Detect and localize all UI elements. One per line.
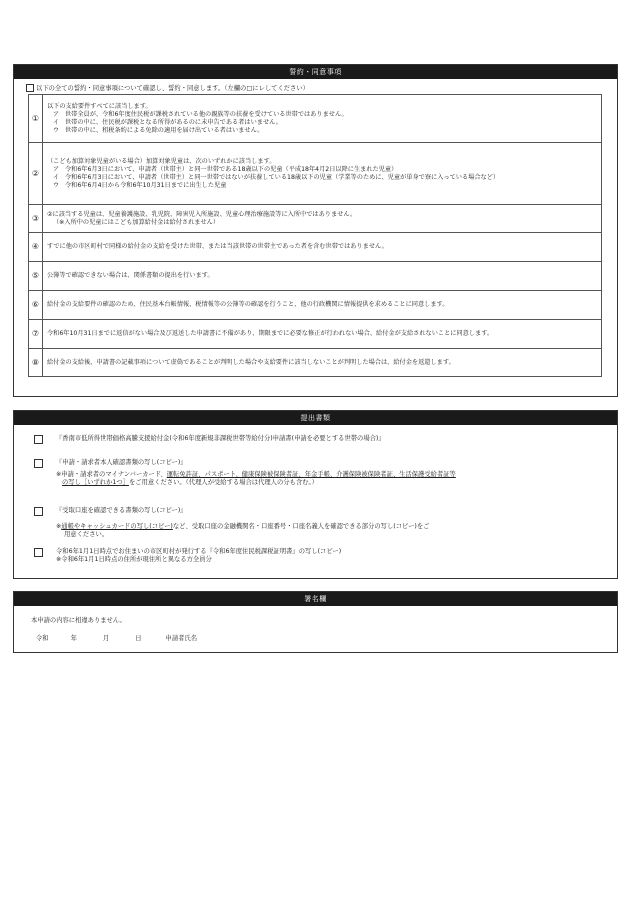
- month-label: 月: [102, 635, 110, 642]
- row-number: ④: [29, 233, 43, 262]
- note-underlined: の写し［いずれか1つ］: [62, 479, 129, 486]
- note-text: ※申請・請求者のマイナンバーカード、: [56, 471, 167, 478]
- note-underlined: 運転免許証、パスポート、健康保険被保険者証、年金手帳、介護保険被保険者証、生活保護受給者証等: [166, 471, 456, 478]
- row-text: 給付金の支給要件の確認のため、住民基本台帳情報、税情報等の公簿等の確認を行うこと、他の行政機関に情報提供を求めることに同意します。: [47, 301, 449, 308]
- consent-intro: [26, 84, 309, 93]
- sub-text: 令和6年6月4日から令和6年10月31日までに出生した児童: [65, 181, 227, 189]
- consent-section: [13, 64, 618, 397]
- document-note: [56, 523, 596, 539]
- signature-section: [13, 591, 618, 653]
- sub-key: イ: [52, 173, 60, 181]
- sub-key: イ: [52, 118, 60, 126]
- era-label: 令和: [36, 635, 49, 642]
- sub-item: [47, 166, 597, 174]
- row-number: ③: [29, 205, 43, 233]
- document-checkbox[interactable]: [34, 548, 43, 557]
- row-lead: （こども加算対象児童がいる場合）加算対象児童は、次のいずれかに該当します。: [47, 157, 276, 165]
- row-lead: 以下の支給要件すべてに該当します。: [47, 102, 152, 110]
- sub-key: ア: [52, 165, 60, 173]
- documents-header: 提出書類: [14, 411, 617, 425]
- year-label: 年: [70, 635, 77, 642]
- table-row: [29, 233, 602, 262]
- row-content: [43, 320, 602, 349]
- row-number: ⑥: [29, 291, 43, 320]
- document-title: 『申請・請求者本人確認書類の写し(コピー)』: [56, 459, 187, 466]
- documents-section: [13, 410, 618, 579]
- document-note: ※令和6年1月1日時点の住所が現住所と異なる方全員分: [56, 556, 212, 563]
- row-content: [43, 291, 602, 320]
- sub-key: ウ: [52, 181, 60, 189]
- sub-item: [47, 119, 597, 127]
- requirements-table: [28, 94, 602, 377]
- row-number: ⑤: [29, 262, 43, 291]
- signature-header: 署名欄: [14, 592, 617, 606]
- row-content: [43, 262, 602, 291]
- applicant-name-label: 申請者氏名: [165, 635, 198, 642]
- row-text: ②に該当する児童は、児童養護施設、乳児院、障害児入所施設、児童心理治療施設等に入所中ではありません。: [47, 210, 357, 218]
- row-text: （※入所中の児童にはこども加算給付金は給付されません）: [53, 218, 220, 226]
- row-text: 令和6年10月31日までに返信がない場合及び返送した申請書に不備があり、期限までに必要な修正が行われない場合、給付金が支給されないことに同意します。: [47, 330, 494, 337]
- row-number: ⑦: [29, 320, 43, 349]
- sub-item: [47, 182, 597, 190]
- row-content: [43, 233, 602, 262]
- row-text: 公簿等で確認できない場合は、関係書類の提出を行います。: [47, 272, 214, 279]
- consent-intro-text: 以下の全ての誓約・同意事項について確認し、誓約・同意します。（左欄の□にレしてください）: [36, 85, 309, 92]
- table-row: [29, 291, 602, 320]
- table-row: [29, 349, 602, 377]
- sub-text: 世帯の中に、租税条約による免除の適用を届け出ている者はいません。: [65, 126, 264, 134]
- sub-key: ウ: [52, 126, 60, 134]
- sub-item: [47, 111, 597, 119]
- day-label: 日: [135, 635, 142, 642]
- row-text: すでに他の市区町村で同様の給付金の支給を受けた世帯、または当該世帯の世帯主であった者を含む世帯ではありません。: [47, 243, 388, 250]
- sub-text: 世帯全員が、令和6年度住民税が課税されている他の親族等の扶養を受けている世帯ではありません。: [65, 110, 348, 118]
- document-title: 『香南市低所得世帯価格高騰支援給付金(令和6年度新規非課税世帯等給付分)申請書(申請を必要とする世帯の場合)』: [56, 435, 385, 442]
- table-row: [29, 320, 602, 349]
- row-content: [43, 205, 602, 233]
- note-text: など、受取口座の金融機関名・口座番号・口座名義人を確認できる部分の写し(コピー)をご: [172, 523, 430, 530]
- document-checkbox[interactable]: [34, 435, 43, 444]
- note-text: 用意ください。: [64, 531, 109, 538]
- document-checkbox[interactable]: [34, 507, 43, 516]
- table-row: [29, 262, 602, 291]
- consent-checkbox[interactable]: [26, 84, 34, 92]
- note-text: ※: [56, 523, 62, 530]
- row-content: [43, 143, 602, 205]
- row-text: 給付金の支給後、申請書の記載事項について虚偽であることが判明した場合や支給要件に該当しないことが判明した場合は、給付金を返還します。: [47, 358, 455, 366]
- row-number: ⑧: [29, 349, 43, 377]
- sub-text: 令和6年6月3日において、申請者（世帯主）と同一世帯である18歳以下の児童（平成18年4月2日以降に生まれた児童）: [65, 165, 398, 173]
- sub-item: [47, 174, 597, 182]
- table-row: [29, 205, 602, 233]
- row-number: ①: [29, 95, 43, 143]
- document-note: [56, 471, 596, 487]
- table-row: [29, 95, 602, 143]
- row-number: ②: [29, 143, 43, 205]
- signature-statement: 本申請の内容に相違ありません。: [31, 617, 126, 624]
- sub-text: 令和6年6月3日において、申請者（世帯主）と同一世帯ではないが扶養している18歳以下の児童（学業等のために、児童が単身で寮に入っている場合など）: [65, 173, 500, 181]
- document-title: 令和6年1月1日時点でお住まいの市区町村が発行する『令和6年度住民税課税証明書』の写し(コピー): [56, 548, 342, 555]
- consent-header: 誓約・同意事項: [14, 65, 617, 79]
- row-content: [43, 349, 602, 377]
- document-checkbox[interactable]: [34, 459, 43, 468]
- sub-key: ア: [52, 110, 60, 118]
- sub-text: 世帯の中に、住民税が課税となる所得があるのに未申告である者はいません。: [65, 118, 282, 126]
- note-text: をご用意ください。（代理人が受給する場合は代理人の分も含む。）: [128, 479, 318, 486]
- signature-date-row: [36, 633, 197, 642]
- document-title: 『受取口座を確認できる書類の写し(コピー)』: [56, 507, 187, 514]
- row-content: [43, 95, 602, 143]
- table-row: [29, 143, 602, 205]
- note-underlined: 通帳やキャッシュカードの写し(コピー): [61, 523, 173, 530]
- sub-item: [47, 127, 597, 135]
